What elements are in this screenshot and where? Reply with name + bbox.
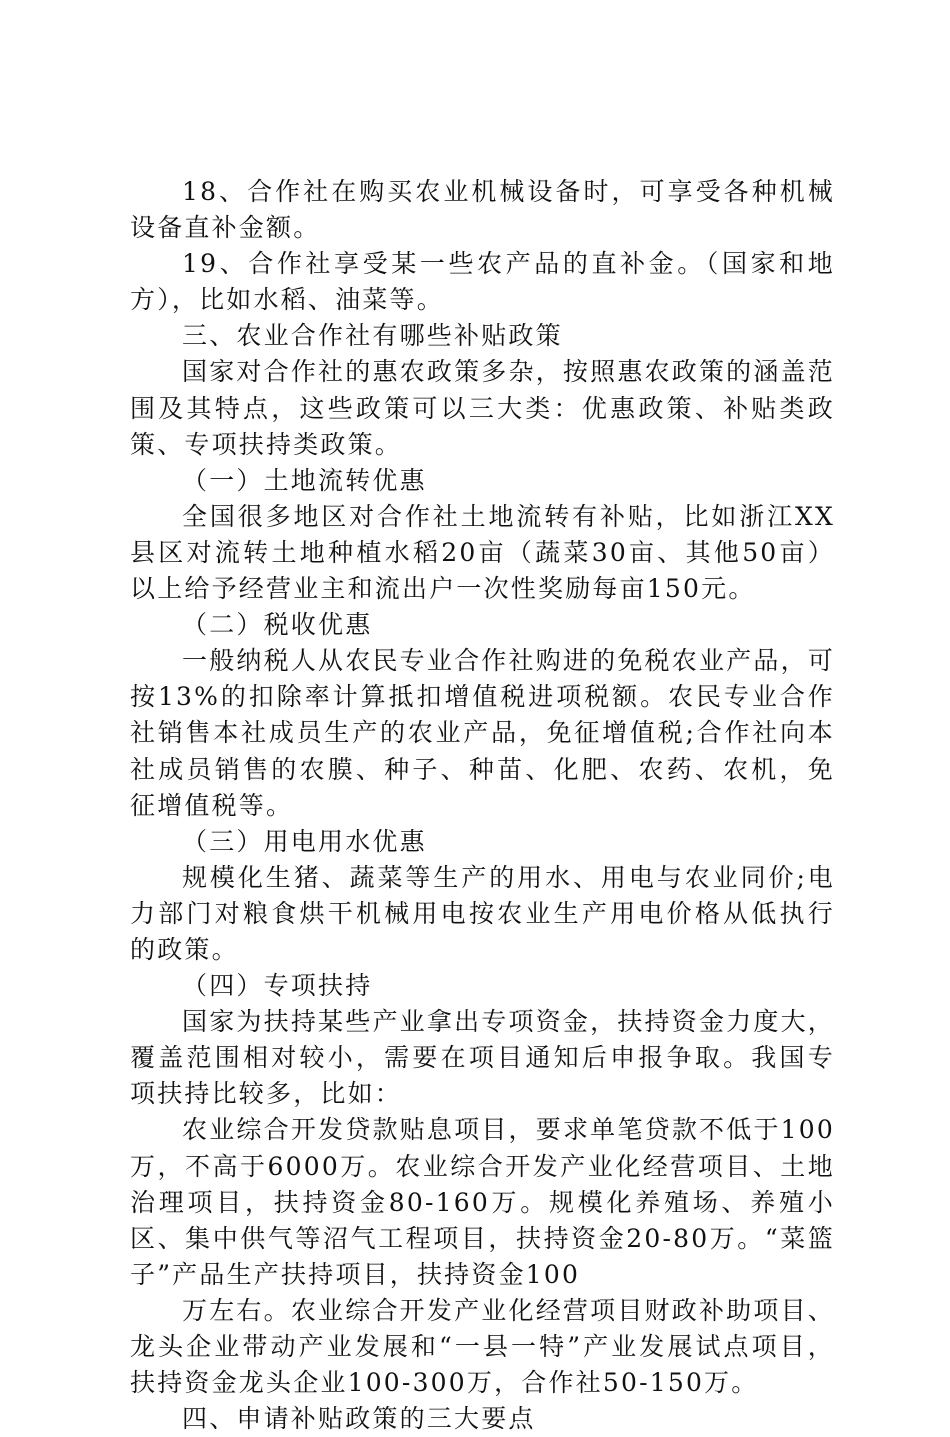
paragraph-tax: 一般纳税人从农民专业合作社购进的免税农业产品，可按13%的扣除率计算抵扣增值税进项税额。农民专业合作社销售本社成员生产的农业产品，免征增值税;合作社向本社成员销售的农膜、种子、种苗、化肥、农药、农机，免征增值税等。 <box>130 646 835 820</box>
document-body <box>130 174 835 1437</box>
paragraph-intro: 国家对合作社的惠农政策多杂，按照惠农政策的涵盖范围及其特点，这些政策可以三大类：优惠政策、补贴类政策、专项扶持类政策。 <box>130 357 835 459</box>
paragraph-item-18: 18、合作社在购买农业机械设备时，可享受各种机械设备直补金额。 <box>130 177 835 243</box>
paragraph-special-support: 国家为扶持某些产业拿出专项资金，扶持资金力度大，覆盖范围相对较小，需要在项目通知后申报争取。我国专项扶持比较多，比如： <box>130 1007 835 1109</box>
subheading-tax: （二）税收优惠 <box>182 610 373 640</box>
paragraph-power-water: 规模化生猪、蔬菜等生产的用水、用电与农业同价;电力部门对粮食烘干机械用电按农业生产用电价格从低执行的政策。 <box>130 862 835 964</box>
subheading-power-water: （三）用电用水优惠 <box>182 826 427 856</box>
subheading-land-transfer: （一）土地流转优惠 <box>182 465 427 495</box>
section-heading-3: 三、农业合作社有哪些补贴政策 <box>182 321 563 351</box>
paragraph-land-transfer: 全国很多地区对合作社土地流转有补贴，比如浙江XX县区对流转土地种植水稻20亩（蔬菜30亩、其他50亩）以上给予经营业主和流出户一次性奖励每亩150元。 <box>130 501 835 604</box>
paragraph-item-19: 19、合作社享受某一些农产品的直补金。（国家和地方），比如水稻、油菜等。 <box>130 249 835 315</box>
section-heading-4: 四、申请补贴政策的三大要点 <box>182 1404 536 1434</box>
paragraph-continuation: 万左右。农业综合开发产业化经营项目财政补助项目、龙头企业带动产业发展和“一县一特”产业发展试点项目，扶持资金龙头企业100-300万，合作社50-150万。 <box>130 1295 835 1398</box>
subheading-special-support: （四）专项扶持 <box>182 971 373 1001</box>
paragraph-loan-projects: 农业综合开发贷款贴息项目，要求单笔贷款不低于100万，不高于6000万。农业综合开发产业化经营项目、土地治理项目，扶持资金80-160万。规模化养殖场、养殖小区、集中供气等沼气工程项目，扶持资金20-80万。“菜篮子”产品生产扶持项目，扶持资金100 <box>130 1115 835 1289</box>
